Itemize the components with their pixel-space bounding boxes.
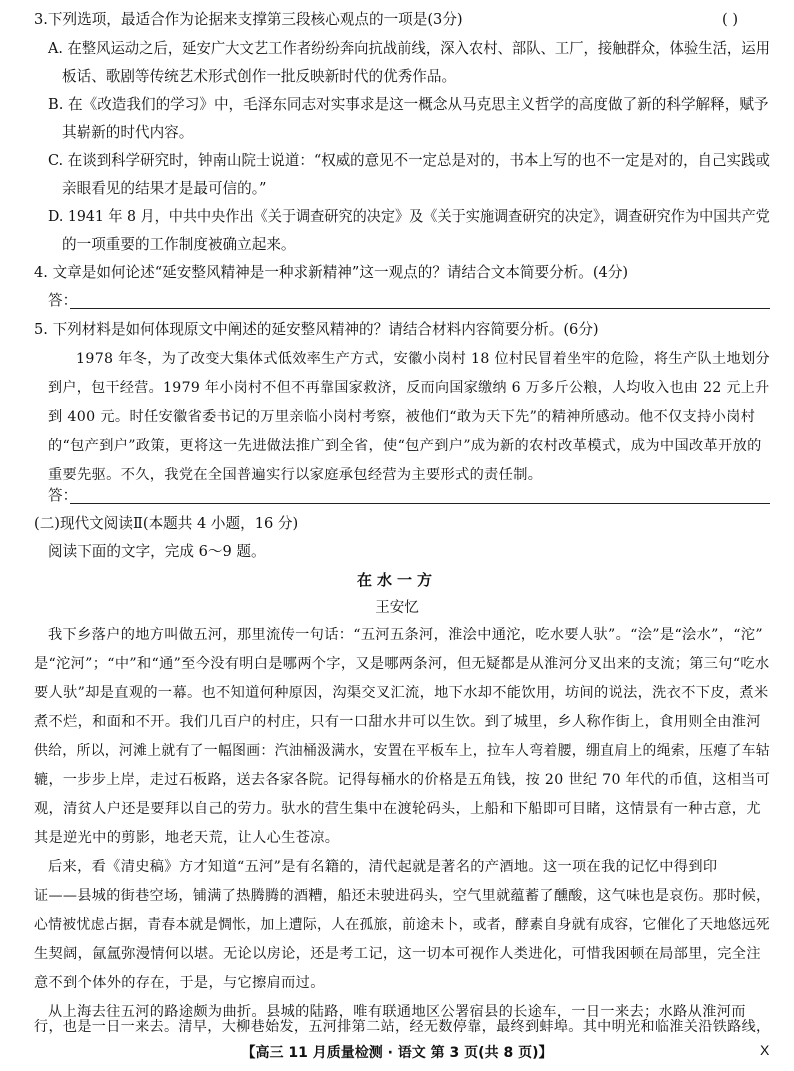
q5-material-line: 到 400 元。时任安徽省委书记的万里亲临小岗村考察，被他们“敢为天下先”的精神所感动。他不仅支持小岗村 [48, 409, 756, 425]
q5-material-line: 1978 年冬，为了改变大集体式低效率生产方式，安徽小岗村 18 位村民冒着坐牢的危险，将生产队土地划分 [76, 351, 770, 367]
article-line: 生契阔，氤氲弥漫情何以堪。无论以房论，还是考工记，这一切本可视作人类进化，可惜我困顿在局部里，完全注 [34, 946, 761, 962]
q3-option-c-line2: 亲眼看见的结果才是最可信的。” [62, 180, 267, 197]
q3-stem: 3.下列选项，最适合作为论据来支撑第三段核心观点的一项是(3分) [34, 11, 463, 28]
q5-answer-line [70, 503, 770, 504]
q4-answer-label: 答： [48, 292, 78, 309]
q5-material-line: 的“包产到户”政策，更将这一先进做法推广到全省，使“包产到户”成为新的农村改革模式，成为中国改革开放的 [48, 438, 762, 454]
section-instruction: 阅读下面的文字，完成 6～9 题。 [48, 543, 266, 560]
article-line: 要人驮”却是直观的一幕。也不知道何种原因，沟渠交叉汇流，地下水却不能饮用，坊间的说法，洗衣不下皮，煮米 [34, 685, 769, 701]
q5-material-line: 重要先驱。不久，我党在全国普遍实行以家庭承包经营为主要形式的责任制。 [48, 467, 543, 483]
q5-answer-area[interactable] [48, 482, 770, 510]
q4-answer-line [70, 308, 770, 309]
q3-answer-paren: ( ) [722, 11, 739, 28]
article-line: 行，也是一日一来去。清早，大柳巷始发，五河排第二站，经无数停靠，最终到蚌埠。其中明光和临淮关沿铁路线， [34, 1019, 771, 1035]
q3-option-b-line2: 其崭新的时代内容。 [62, 124, 194, 141]
q3-option-b-line1: B. 在《改造我们的学习》中，毛泽东同志对实事求是这一概念从马克思主义哲学的高度做了新的科学解释，赋予 [48, 96, 769, 113]
article-title: 在水一方 [356, 571, 437, 589]
q3-option-a-line2: 板话、歌剧等传统艺术形式创作一批反映新时代的优秀作品。 [62, 68, 457, 85]
article-author: 王安忆 [375, 600, 419, 616]
q5-answer-label: 答： [48, 487, 78, 504]
q3-option-c-line1: C. 在谈到科学研究时，钟南山院士说道：“权威的意见不一定总是对的，书本上写的也不一定是对的，自己实践或 [48, 152, 770, 169]
article-line: 是“沱河”；“中”和“通”至今没有明白是哪两个字，又是哪两条河，但无疑都是从淮河分叉出来的支流；第三句“吃水 [34, 656, 770, 672]
article-line: 辘，一步步上岸，走过石板路，送去各家各院。记得每桶水的价格是五角钱，按 20 世纪 70 年代的币值，这相当可 [34, 772, 771, 788]
page-footer: 【高三 11 月质量检测 · 语文 第 3 页(共 8 页)】 [241, 1045, 553, 1061]
q3-option-d-line1: D. 1941 年 8 月，中共中央作出《关于调查研究的决定》及《关于实施调查研究的决定》，调查研究作为中国共产党 [48, 208, 770, 225]
article-line: 其是逆光中的剪影，地老天荒，让人心生苍凉。 [34, 830, 340, 846]
article-line: 我下乡落户的地方叫做五河，那里流传一句话：“五河五条河，淮浍中通沱，吃水要人驮”。“浍”是“浍水”，“沱” [48, 627, 764, 643]
article-line: 从上海去往五河的路途颇为曲折。县城的陆路，唯有联通地区公署宿县的长途车，一日一来去；水路从淮河而 [48, 1004, 746, 1020]
q3-option-a-line1: A. 在整风运动之后，延安广大文艺工作者纷纷奔向抗战前线，深入农村、部队、工厂，接触群众，体验生活，运用 [48, 40, 770, 57]
q4-answer-area[interactable] [48, 287, 770, 315]
footer-mark: X [760, 1042, 770, 1058]
article-line: 供给，所以，河滩上就有了一幅图画：汽油桶汲满水，安置在平板车上，拉车人弯着腰，绷直肩上的绳索，压瘪了车轱 [34, 743, 770, 759]
section-heading: (二)现代文阅读Ⅱ(本题共 4 小题，16 分) [34, 515, 299, 532]
article-line: 意不到个体外的存在，于是，与它擦肩而过。 [34, 975, 325, 991]
article-line: 后来，看《清史稿》方才知道“五河”是有名籍的，清代起就是著名的产酒地。这一项在我的记忆中得到印 [48, 859, 718, 875]
q4-stem: 4. 文章是如何论述“延安整风精神是一种求新精神”这一观点的？请结合文本简要分析。(4分) [34, 264, 629, 281]
q5-material-line: 到户，包干经营。1979 年小岗村不但不再靠国家救济，反而向国家缴纳 6 万多斤公粮，人均收入也由 22 元上升 [48, 380, 770, 396]
article-line: 心情被忧虑占据，青春本就是惆怅，加上遭际，人在孤旅，前途未卜，或者，酵素自身就有成容，它催化了天地悠远死 [34, 917, 770, 933]
q3-option-d-line2: 的一项重要的工作制度被确立起来。 [62, 236, 296, 253]
q5-stem: 5. 下列材料是如何体现原文中阐述的延安整风精神的？请结合材料内容简要分析。(6分) [34, 321, 599, 338]
article-line: 煮不烂，和面和不开。我们几百户的村庄，只有一口甜水井可以生饮。到了城里，乡人称作街上，食用则全由淮河 [34, 714, 761, 730]
article-line: 证——县城的街巷空场，铺满了热腾腾的酒糟，船还未驶进码头，空气里就蕴蓄了醺酸，这气味也是哀伤。那时候， [34, 888, 771, 904]
article-line: 观，清贫人户还是要拜以自己的劳力。驮水的营生集中在渡轮码头，上船和下船即可目睹，这情景有一种古意，尤 [34, 801, 761, 817]
